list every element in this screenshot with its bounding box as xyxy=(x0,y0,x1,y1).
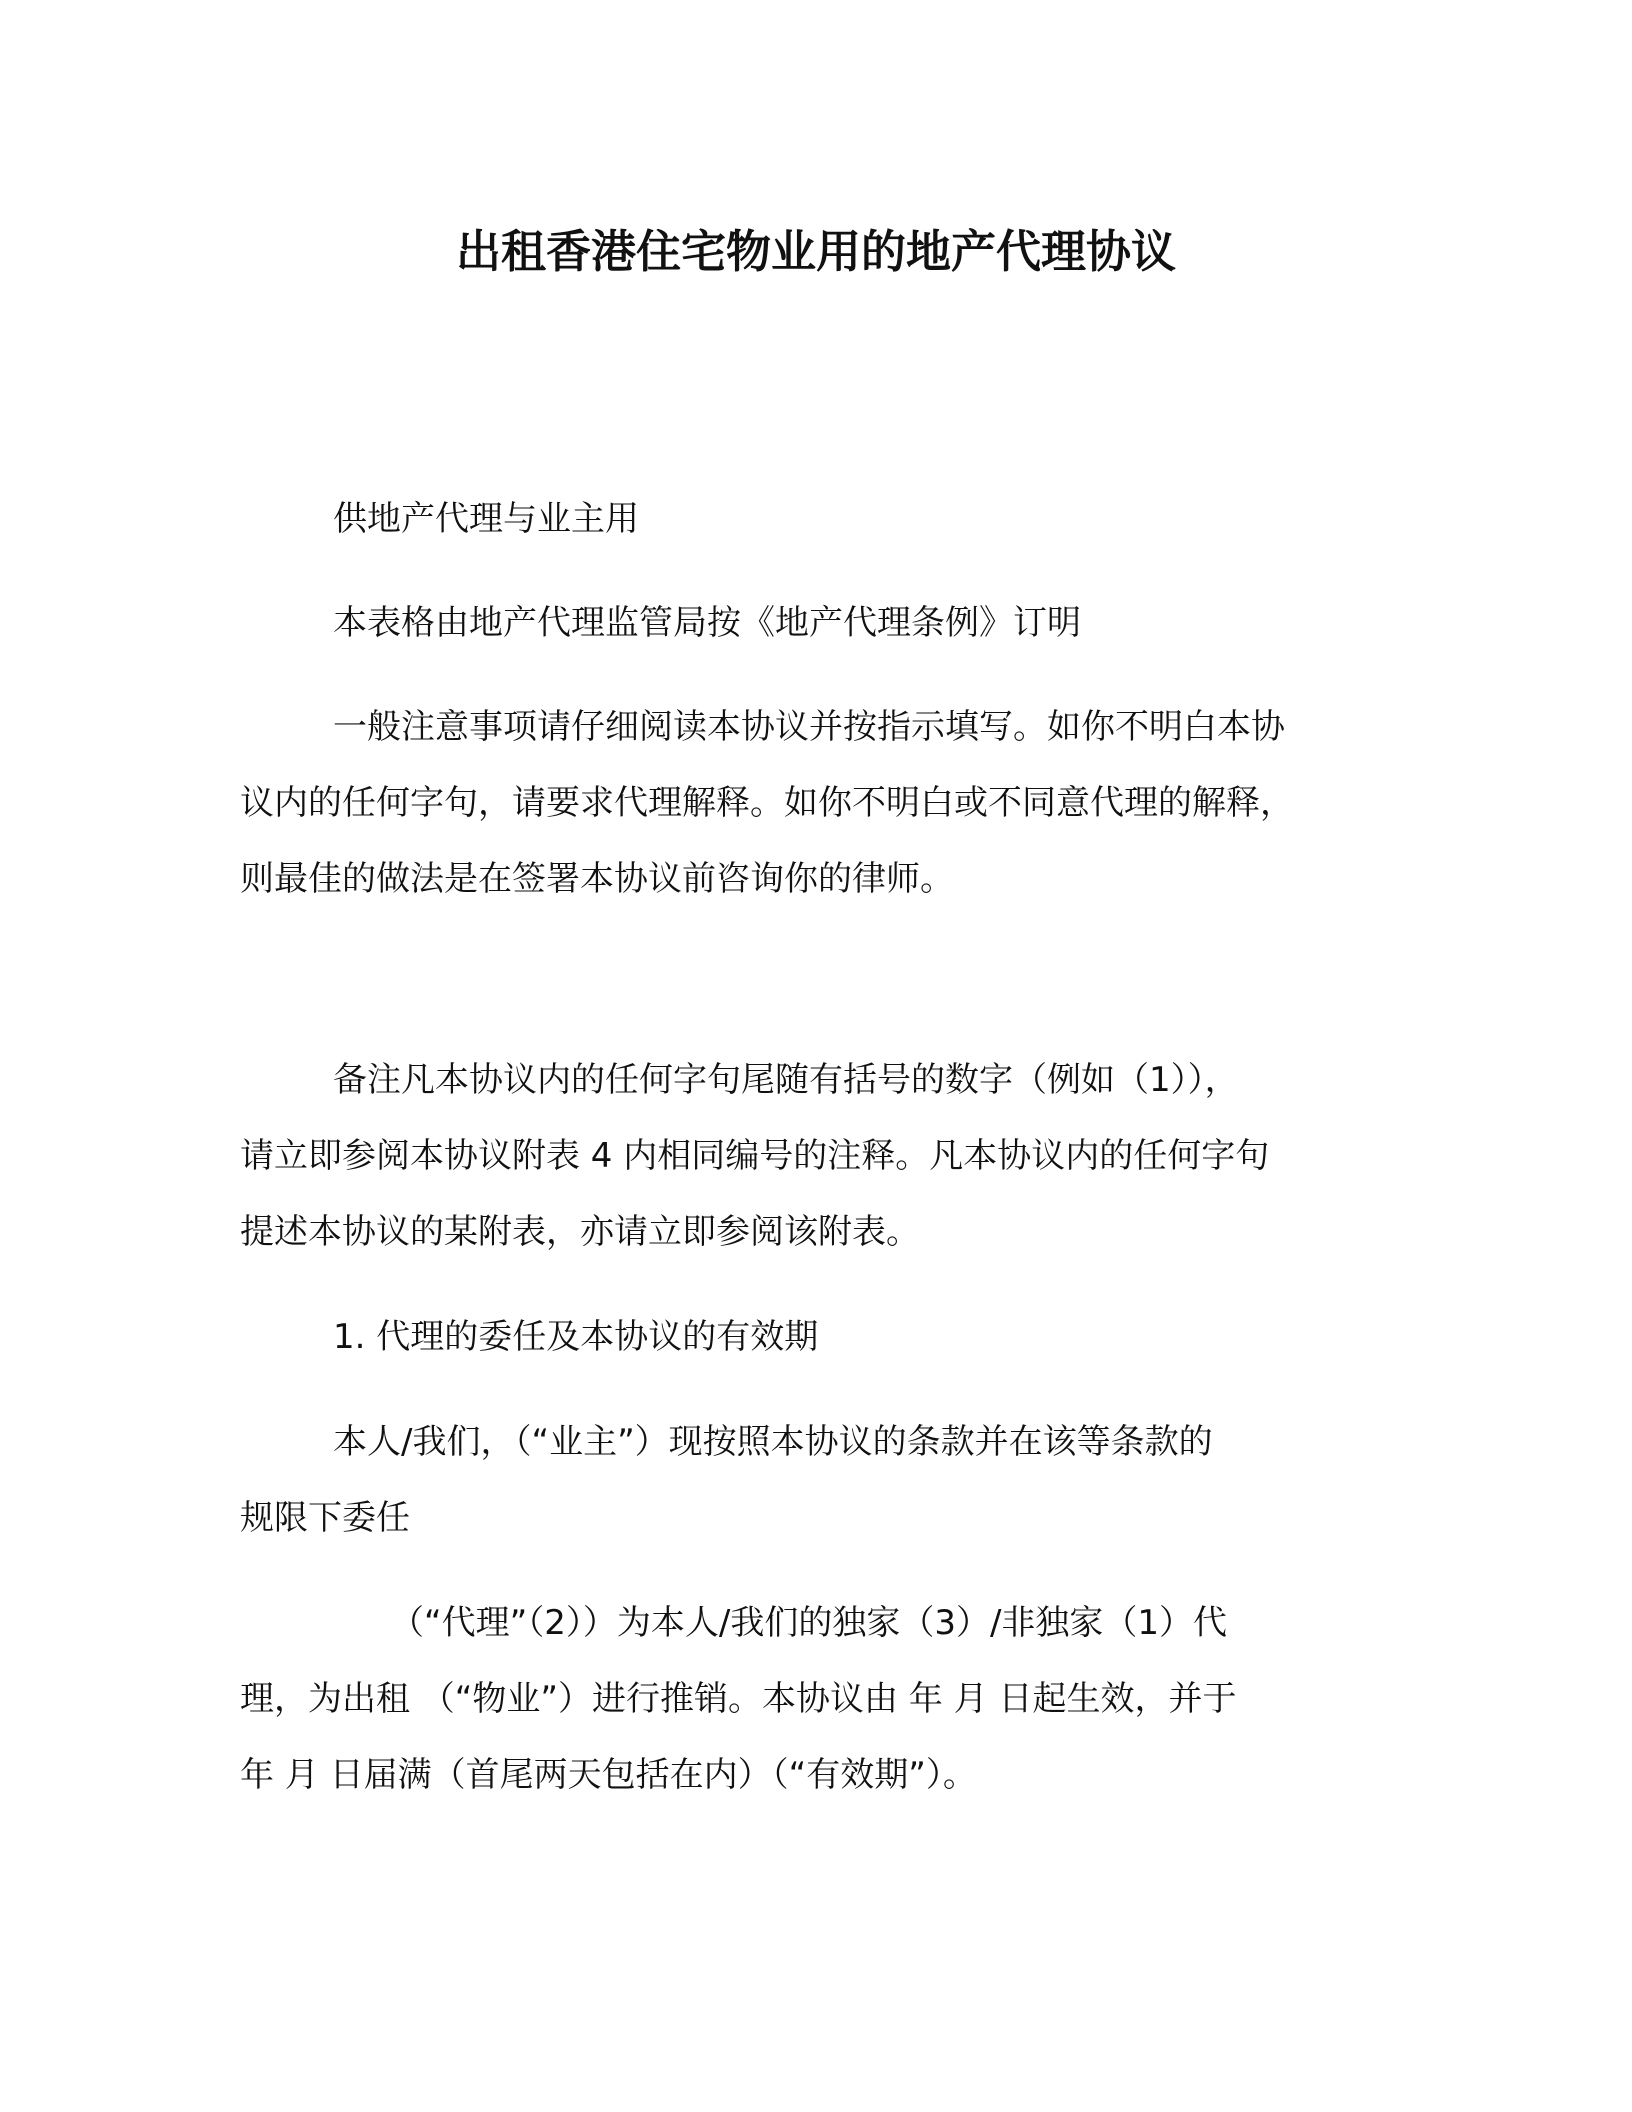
document-title: 出租香港住宅物业用的地产代理协议 xyxy=(455,225,1176,278)
section1-para2-line-2: 理，为出租 （“物业”）进行推销。本协议由 年 月 日起生效，并于 xyxy=(240,1679,1237,1719)
remark-line-3: 提述本协议的某附表，亦请立即参阅该附表。 xyxy=(240,1212,920,1252)
intro-line-prescribed: 本表格由地产代理监管局按《地产代理条例》订明 xyxy=(333,603,1081,643)
section1-para1-line-2: 规限下委任 xyxy=(240,1498,410,1538)
notice-line-3: 则最佳的做法是在签署本协议前咨询你的律师。 xyxy=(240,859,954,899)
section1-para2-line-1: （“代理”（2））为本人/我们的独家（3）/非独家（1）代 xyxy=(390,1603,1228,1643)
intro-line-usage: 供地产代理与业主用 xyxy=(333,499,639,539)
notice-line-1: 一般注意事项请仔细阅读本协议并按指示填写。如你不明白本协 xyxy=(333,707,1285,747)
notice-line-2: 议内的任何字句，请要求代理解释。如你不明白或不同意代理的解释， xyxy=(240,783,1294,823)
section1-heading: 1. 代理的委任及本协议的有效期 xyxy=(333,1317,819,1357)
remark-line-1: 备注凡本协议内的任何字句尾随有括号的数字（例如（1））， xyxy=(333,1060,1239,1100)
section1-para1-line-1: 本人/我们，（“业主”）现按照本协议的条款并在该等条款的 xyxy=(333,1422,1213,1462)
section1-para2-line-3: 年 月 日届满（首尾两天包括在内）（“有效期”）。 xyxy=(240,1755,977,1795)
remark-line-2: 请立即参阅本协议附表 4 内相同编号的注释。凡本协议内的任何字句 xyxy=(240,1136,1270,1176)
